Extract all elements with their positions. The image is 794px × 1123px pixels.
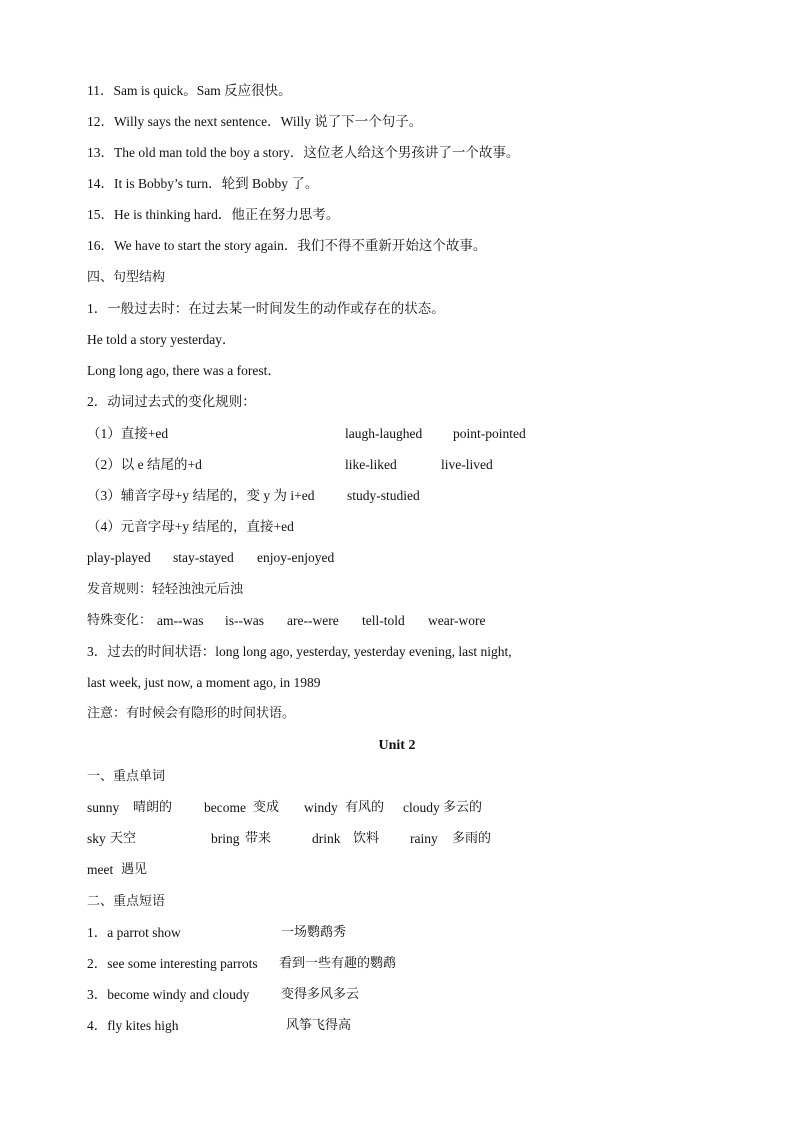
sentence-16: 16．We have to start the story again．我们不得不重新开始这个故事。 <box>87 238 487 253</box>
vowel-example: stay-stayed <box>173 550 234 565</box>
word-en: cloudy <box>403 800 440 815</box>
word-cn: 多雨的 <box>452 831 492 846</box>
rule-example: live-lived <box>441 457 493 472</box>
word-cn: 有风的 <box>345 800 385 815</box>
rule-label: （2）以 e 结尾的+d <box>87 457 202 472</box>
rule-label: （3）辅音字母+y 结尾的，变 y 为 i+ed <box>87 488 315 503</box>
special-changes <box>87 609 587 633</box>
word-en: sunny <box>87 800 120 815</box>
word-cn: 天空 <box>110 831 137 846</box>
unit-2-title: Unit 2 <box>378 738 416 753</box>
special-item: wear-wore <box>428 613 486 628</box>
key-phrases-heading: 二、重点短语 <box>87 894 166 909</box>
sentence-14: 14．It is Bobby’s turn．轮到 Bobby 了。 <box>87 176 319 191</box>
rule-example: study-studied <box>347 488 420 503</box>
word-en: windy <box>304 800 338 815</box>
past-tense-example-1: He told a story yesterday． <box>87 332 236 347</box>
rule-example: like-liked <box>345 457 397 472</box>
word-cn: 遇见 <box>121 862 148 877</box>
sentence-11: 11．Sam is quick。Sam 反应很快。 <box>87 83 292 98</box>
words-row-1 <box>87 796 587 820</box>
special-label: 特殊变化： <box>87 613 153 628</box>
rule-row-4: （4）元音字母+y 结尾的，直接+ed <box>87 519 294 534</box>
sentence-12: 12．Willy says the next sentence．Willy 说了下一个句子。 <box>87 114 423 129</box>
words-row-2 <box>87 827 587 851</box>
rule-example: laugh-laughed <box>345 426 423 441</box>
special-item: tell-told <box>362 613 405 628</box>
rule-example: point-pointed <box>453 426 526 441</box>
sentence-13: 13．The old man told the boy a story．这位老人给这个男孩讲了一个故事。 <box>87 145 520 160</box>
word-en: sky <box>87 831 106 846</box>
special-item: are--were <box>287 613 339 628</box>
word-en: become <box>204 800 246 815</box>
rule-row-2 <box>87 453 687 477</box>
note: 注意：有时候会有隐形的时间状语。 <box>87 706 296 721</box>
phrase-cn: 风筝飞得高 <box>286 1018 352 1033</box>
rule-row-3 <box>87 484 687 508</box>
word-en: meet <box>87 862 114 877</box>
word-cn: 晴朗的 <box>133 800 173 815</box>
past-tense-example-2: Long long ago, there was a forest． <box>87 363 281 378</box>
vowel-example: play-played <box>87 550 151 565</box>
word-cn: 带来 <box>245 831 272 846</box>
phrase-row <box>87 921 587 945</box>
rule-label: （1）直接+ed <box>87 426 169 441</box>
key-words-heading: 一、重点单词 <box>87 769 166 784</box>
word-en: bring <box>211 831 240 846</box>
phrase-en: 4．fly kites high <box>87 1018 179 1033</box>
words-row-3 <box>87 858 287 882</box>
rule-row-1 <box>87 422 687 446</box>
past-tense-title: 1．一般过去时：在过去某一时间发生的动作或存在的状态。 <box>87 301 445 316</box>
sentence-15: 15．He is thinking hard．他正在努力思考。 <box>87 207 340 222</box>
word-cn: 变成 <box>253 800 280 815</box>
word-en: rainy <box>410 831 438 846</box>
pronunciation-rule: 发音规则：轻轻浊浊元后浊 <box>87 582 244 597</box>
time-adverbials-line-1: 3．过去的时间状语：long long ago, yesterday, yesterday evening, last night, <box>87 644 512 659</box>
phrase-row <box>87 1014 587 1038</box>
word-en: drink <box>312 831 341 846</box>
phrase-row <box>87 952 587 976</box>
vowel-example: enjoy-enjoyed <box>257 550 335 565</box>
phrase-en: 1．a parrot show <box>87 925 181 940</box>
phrase-cn: 变得多风多云 <box>281 987 360 1002</box>
phrase-row <box>87 983 587 1007</box>
section-heading-sentence-structure: 四、句型结构 <box>87 270 166 285</box>
word-cn: 饮料 <box>353 831 380 846</box>
rules-title: 2．动词过去式的变化规则： <box>87 394 256 409</box>
vowel-y-examples <box>87 546 487 570</box>
phrase-cn: 一场鹦鹉秀 <box>281 925 347 940</box>
phrase-cn: 看到一些有趣的鹦鹉 <box>279 956 397 971</box>
word-cn: 多云的 <box>443 800 483 815</box>
special-item: am--was <box>157 613 204 628</box>
special-item: is--was <box>225 613 264 628</box>
time-adverbials-line-2: last week, just now, a moment ago, in 1989 <box>87 675 321 690</box>
phrase-en: 2．see some interesting parrots <box>87 956 258 971</box>
phrase-en: 3．become windy and cloudy <box>87 987 250 1002</box>
